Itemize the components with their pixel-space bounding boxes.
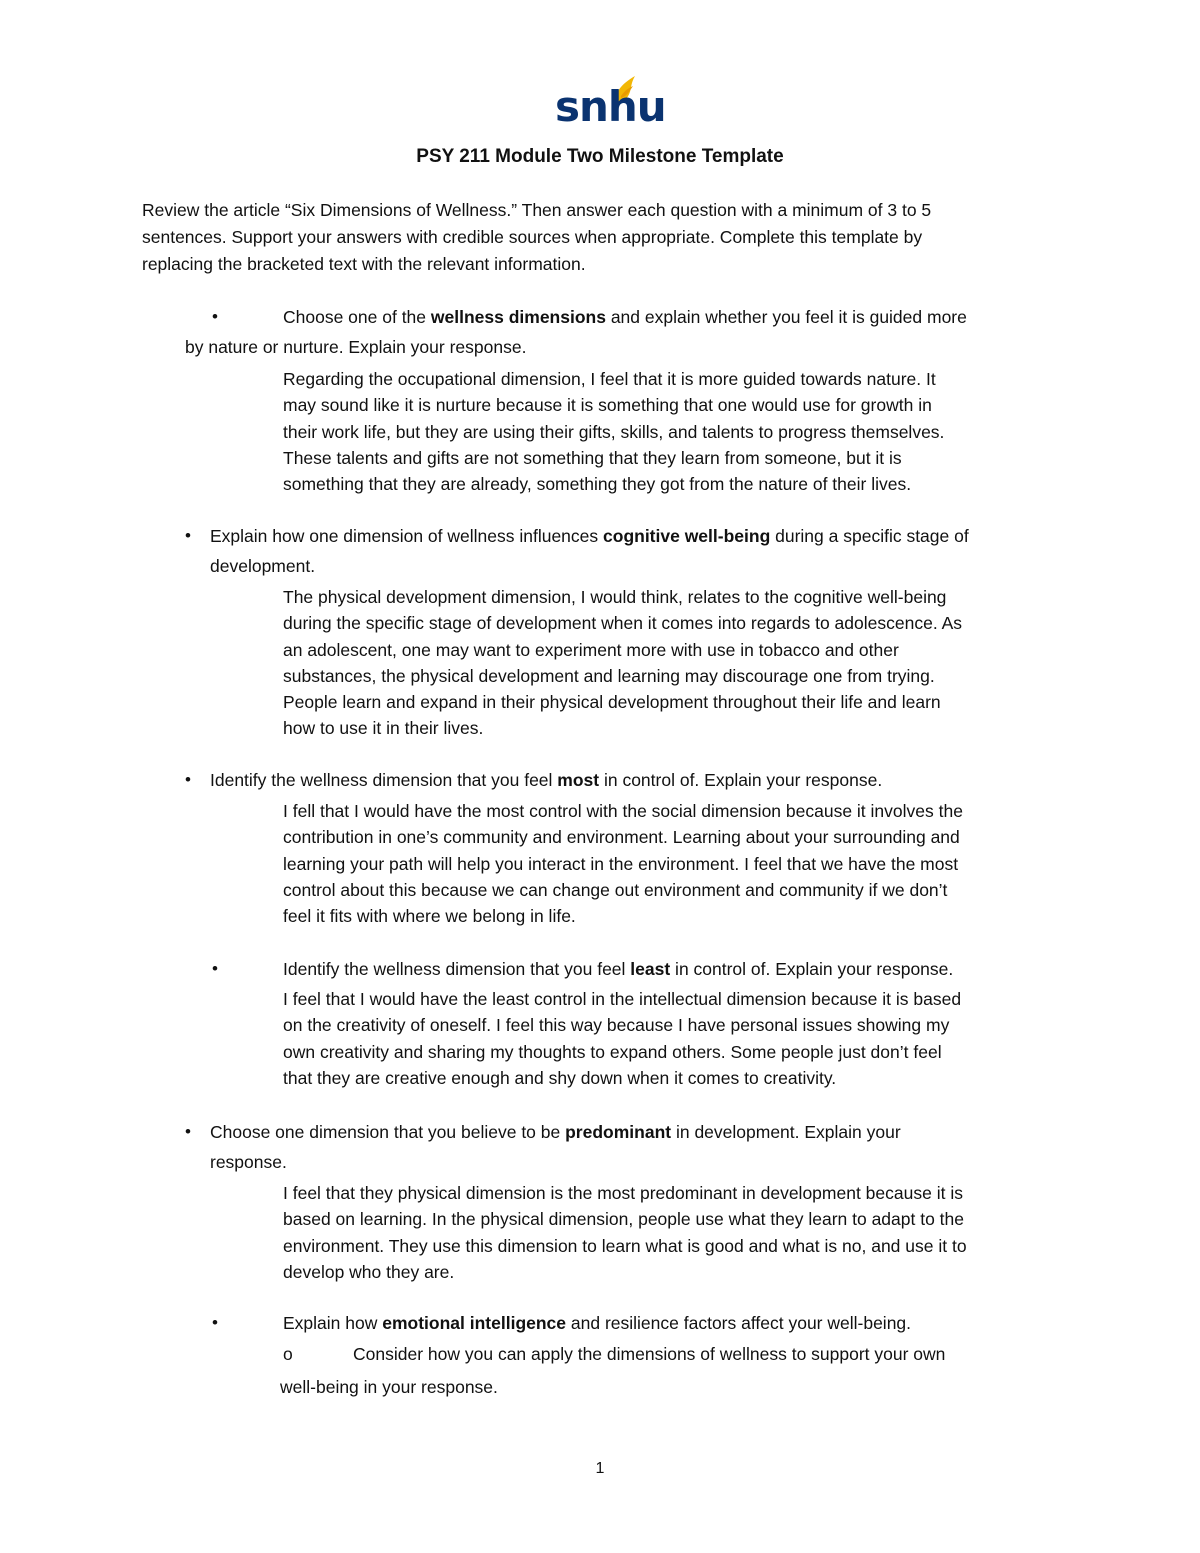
question-2-cont: development. xyxy=(210,556,316,576)
intro-line: replacing the bracketed text with the relevant information. xyxy=(142,254,586,274)
bullet-icon: • xyxy=(212,307,218,326)
answer-2: The physical development dimension, I would think, relates to the cognitive well-being during the specific stage of development when it comes into regards to adolescence. As an adolescent, one may want to experiment more with use in tobacco and other substances, the physical development and learning may discourage one from trying. People learn and expand in their physical development throughout their life and learn how to use it in their lives. xyxy=(283,587,963,739)
question-6-sub: Consider how you can apply the dimensions of wellness to support your own xyxy=(353,1344,946,1364)
intro-line: Review the article “Six Dimensions of Wellness.” Then answer each question with a minimum of 3 to 5 xyxy=(142,200,932,220)
bullet-icon: • xyxy=(212,959,218,978)
question-6-sub-cont: well-being in your response. xyxy=(280,1377,498,1397)
intro-paragraph xyxy=(142,197,1062,278)
question-6: Explain how emotional intelligence and resilience factors affect your well-being. xyxy=(283,1313,912,1333)
question-1-cont: by nature or nurture. Explain your response. xyxy=(185,337,527,357)
bullet-icon: • xyxy=(212,1313,218,1332)
question-5: Choose one dimension that you believe to be predominant in development. Explain your xyxy=(210,1122,901,1142)
answer-4: I feel that I would have the least control in the intellectual dimension because it is based on the creativity of oneself. I feel this way because I have personal issues showing my own creativity and sharing my thoughts to expand others. Some people just don’t feel that they are creative enough and shy down when it comes to creativity. xyxy=(283,989,962,1088)
bullet-icon: • xyxy=(185,526,191,545)
question-1: Choose one of the wellness dimensions and explain whether you feel it is guided more xyxy=(283,307,967,327)
page-number: 1 xyxy=(595,1460,605,1477)
page-title: PSY 211 Module Two Milestone Template xyxy=(416,146,784,167)
bullet-icon: • xyxy=(185,770,191,789)
answer-1: Regarding the occupational dimension, I feel that it is more guided towards nature. It may sound like it is nurture because it is something that one would use for growth in their work life, but they are using their gifts, skills, and talents to progress themselves. These talents and gifts are not something that they learn from someone, but it is something that they are already, something they got from the nature of their lives. xyxy=(283,369,945,495)
question-2: Explain how one dimension of wellness influences cognitive well-being during a specific stage of xyxy=(210,526,969,546)
intro-line: sentences. Support your answers with credible sources when appropriate. Complete this template by xyxy=(142,227,923,247)
bullet-icon: • xyxy=(185,1122,191,1141)
question-5-cont: response. xyxy=(210,1152,287,1172)
sub-bullet-icon: o xyxy=(283,1344,293,1364)
question-3: Identify the wellness dimension that you feel most in control of. Explain your response. xyxy=(210,770,883,790)
snhu-logo xyxy=(555,74,666,134)
answer-5: I feel that they physical dimension is the most predominant in development because it is based on learning. In the physical dimension, people use what they learn to adapt to the environment. They use this dimension to learn what is good and what is no, and use it to develop who they are. xyxy=(283,1183,967,1282)
answer-3: I fell that I would have the most control with the social dimension because it involves the contribution in one’s community and environment. Learning about your surrounding and learning your path will help you interact in the environment. I feel that we have the most control about this because we can change out environment and community if we don’t feel it fits with where we belong in life. xyxy=(283,801,963,927)
question-4: Identify the wellness dimension that you feel least in control of. Explain your response. xyxy=(283,959,954,979)
logo-wordmark: snhu xyxy=(555,82,666,131)
